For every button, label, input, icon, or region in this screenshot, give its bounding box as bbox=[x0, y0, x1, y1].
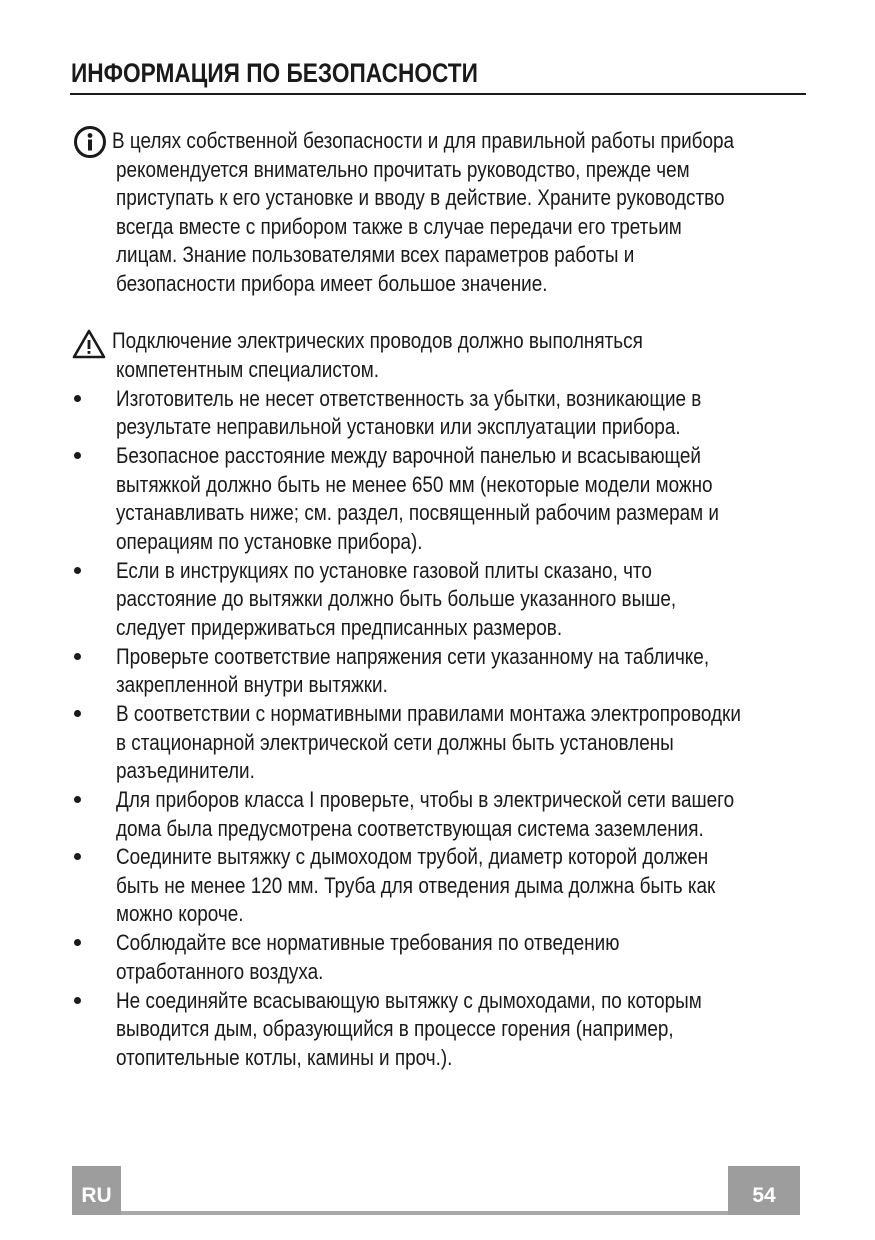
list-item-line: выводится дым, образующийся в процессе горения (например, bbox=[116, 1016, 674, 1041]
page-title: ИНФОРМАЦИЯ ПО БЕЗОПАСНОСТИ bbox=[71, 58, 478, 88]
intro-line: рекомендуется внимательно прочитать руководство, прежде чем bbox=[116, 157, 690, 182]
list-item-line: отопительные котлы, камины и проч.). bbox=[116, 1045, 453, 1070]
list-item-line: отработанного воздуха. bbox=[116, 959, 324, 984]
list-item-line: в стационарной электрической сети должны быть установлены bbox=[116, 730, 674, 755]
list-item-line: В соответствии с нормативными правилами монтажа электропроводки bbox=[116, 701, 741, 726]
intro-line: В целях собственной безопасности и для правильной работы прибора bbox=[112, 128, 735, 153]
bullet-point bbox=[74, 853, 81, 860]
list-item-line: можно короче. bbox=[116, 901, 244, 926]
title-divider bbox=[70, 93, 806, 95]
list-item-line: следует придерживаться предписанных размеров. bbox=[116, 615, 563, 640]
intro-line: безопасности прибора имеет большое значение. bbox=[116, 271, 548, 296]
list-item-line: устанавливать ниже; см. раздел, посвященный рабочим размерам и bbox=[116, 500, 719, 525]
list-item-line: Если в инструкциях по установке газовой плиты сказано, что bbox=[116, 558, 652, 583]
list-item-line: быть не менее 120 мм. Труба для отведения дыма должна быть как bbox=[116, 873, 716, 898]
list-item-line: расстояние до вытяжки должно быть больше указанного выше, bbox=[116, 586, 677, 611]
list-item-line: Соблюдайте все нормативные требования по отведению bbox=[116, 930, 620, 955]
bullet-point bbox=[74, 710, 81, 717]
intro-line: всегда вместе с прибором также в случае передачи его третьим bbox=[116, 214, 682, 239]
bullet-point bbox=[74, 452, 81, 459]
list-item-line: вытяжкой должно быть не менее 650 мм (некоторые модели можно bbox=[116, 472, 713, 497]
bullet-point bbox=[74, 796, 81, 803]
list-item-line: Соедините вытяжку с дымоходом трубой, диаметр которой должен bbox=[116, 844, 709, 869]
list-item-line: Не соединяйте всасывающую вытяжку с дымоходами, по которым bbox=[116, 988, 702, 1013]
list-item-line: Для приборов класса I проверьте, чтобы в электрической сети вашего bbox=[116, 787, 735, 812]
warning-line: Подключение электрических проводов должно выполняться bbox=[112, 328, 643, 353]
warning-icon bbox=[72, 329, 106, 359]
list-item-line: Изготовитель не несет ответственность за убытки, возникающие в bbox=[116, 386, 702, 411]
bullet-point bbox=[74, 653, 81, 660]
list-item-line: разъединители. bbox=[116, 758, 255, 783]
list-item-line: Безопасное расстояние между варочной панелью и всасывающей bbox=[116, 443, 702, 468]
list-item-line: закрепленной внутри вытяжки. bbox=[116, 672, 388, 697]
intro-line: приступать к его установке и вводу в действие. Храните руководство bbox=[116, 185, 725, 210]
intro-line: лицам. Знание пользователями всех параметров работы и bbox=[116, 242, 635, 267]
page-footer bbox=[72, 1166, 800, 1216]
footer-divider bbox=[72, 1211, 800, 1215]
bullet-point bbox=[74, 997, 81, 1004]
language-badge: RU bbox=[72, 1166, 121, 1215]
list-item-line: Проверьте соответствие напряжения сети указанному на табличке, bbox=[116, 644, 710, 669]
warning-line: компетентным специалистом. bbox=[116, 357, 380, 382]
bullet-point bbox=[74, 395, 81, 402]
list-item-line: результате неправильной установки или эксплуатации прибора. bbox=[116, 414, 681, 439]
list-item-line: операциям по установке прибора). bbox=[116, 529, 423, 554]
info-icon bbox=[73, 125, 107, 159]
list-item-line: дома была предусмотрена соответствующая система заземления. bbox=[116, 816, 704, 841]
bullet-point bbox=[74, 939, 81, 946]
bullet-point bbox=[74, 567, 81, 574]
page-number: 54 bbox=[728, 1166, 800, 1215]
